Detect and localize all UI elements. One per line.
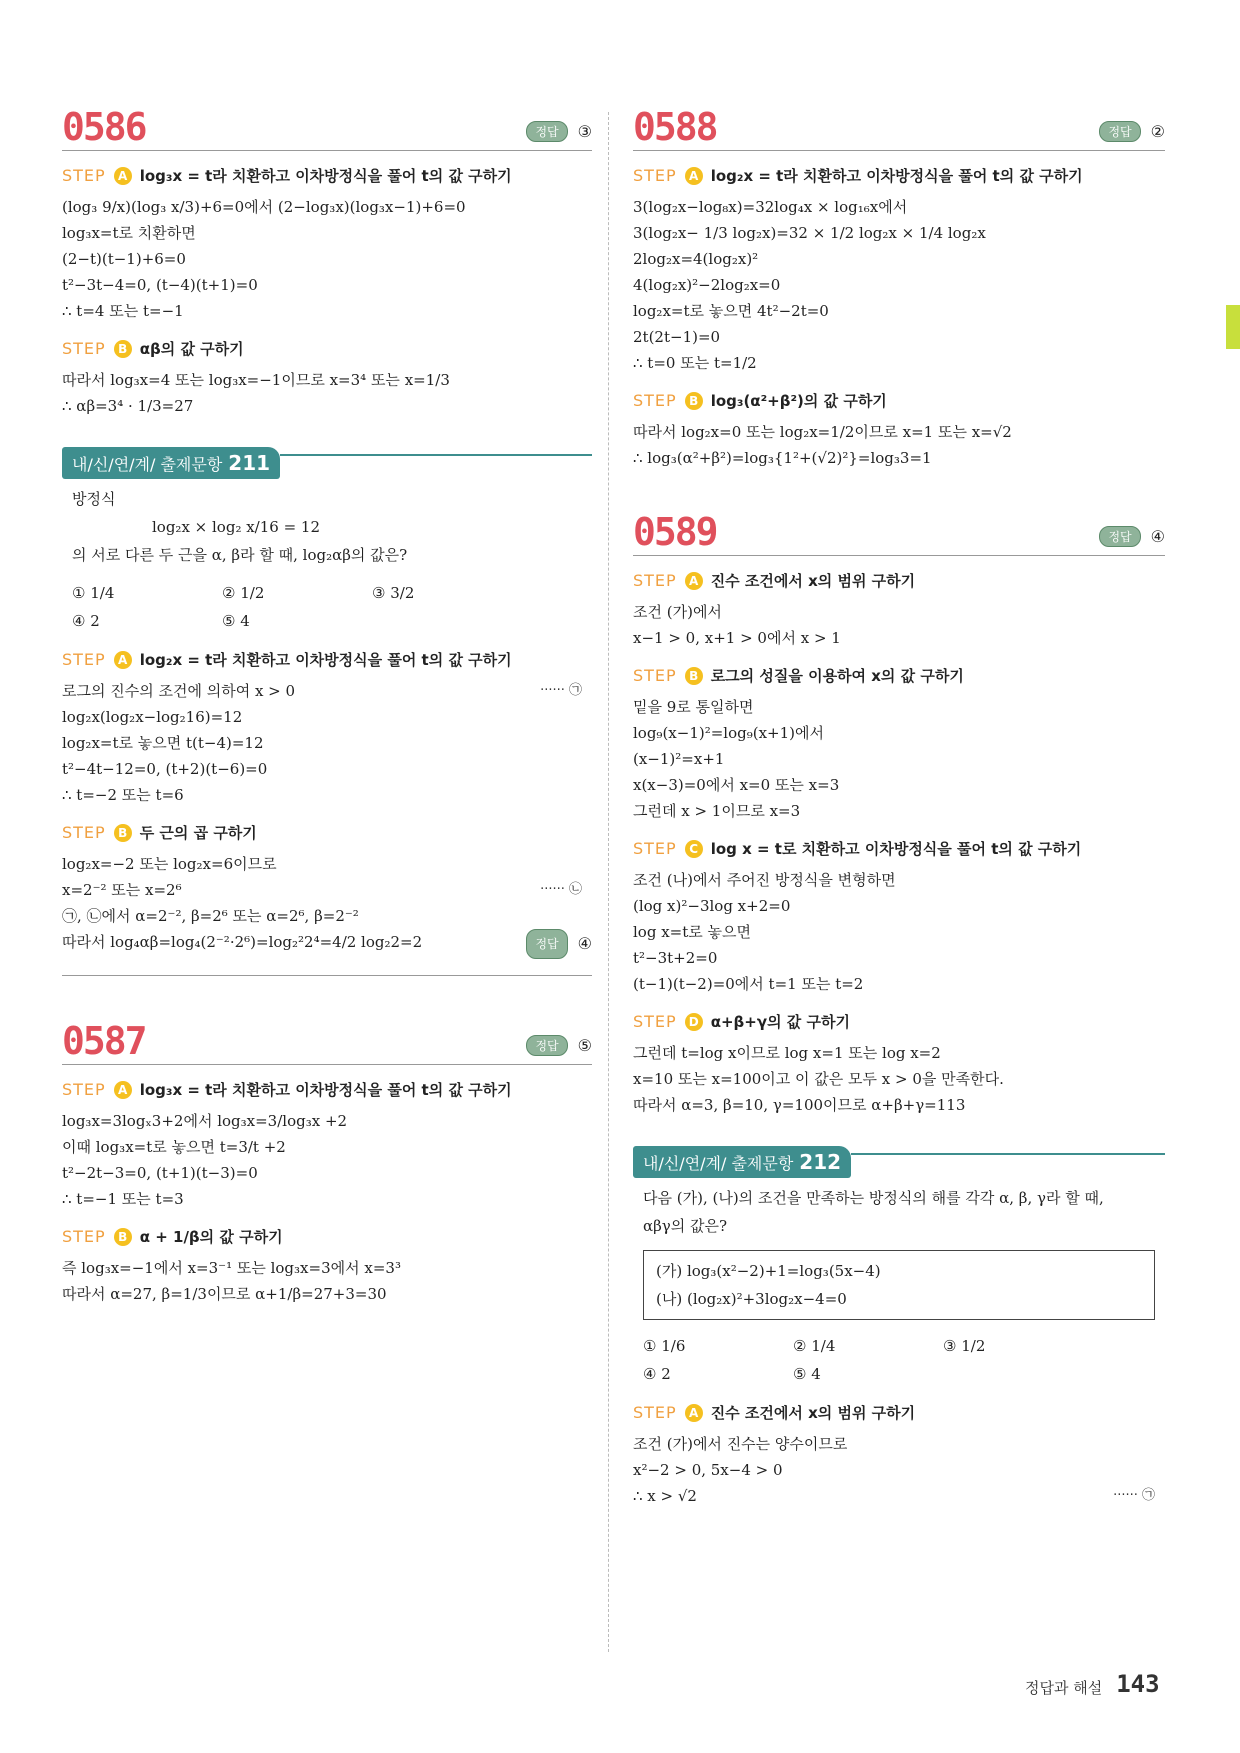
- solution-line: 2log₂x=4(log₂x)²: [633, 250, 759, 268]
- solution-line: 즉 log₃x=−1에서 x=3⁻¹ 또는 log₃x=3에서 x=3³: [62, 1259, 401, 1277]
- condition-box: [643, 1250, 1155, 1320]
- notice-tag: 내/신/연/계/ 출제문항 211: [62, 447, 280, 479]
- answer-pill: 정답: [1099, 121, 1140, 142]
- step-badge-b: B: [685, 392, 703, 410]
- step-title: log₃x = t라 치환하고 이차방정식을 풀어 t의 값 구하기: [139, 1081, 512, 1099]
- solution-line: log₉(x−1)²=log₉(x+1)에서: [633, 724, 824, 742]
- step-title: log₂x = t라 치환하고 이차방정식을 풀어 t의 값 구하기: [710, 167, 1083, 185]
- page-footer: [1025, 1670, 1160, 1698]
- notice-problem-211: [62, 447, 592, 976]
- solution-line: 조건 (가)에서 진수는 양수이므로: [633, 1435, 848, 1453]
- question-text: 다음 (가), (나)의 조건을 만족하는 방정식의 해를 각각 α, β, γ라 할 때,: [643, 1189, 1104, 1207]
- solution-line: x=10 또는 x=100이고 이 값은 모두 x > 0을 만족한다.: [633, 1070, 1004, 1088]
- answer-value: ④: [577, 934, 592, 953]
- step-badge-b: B: [685, 667, 703, 685]
- solution-line: ∴ t=−1 또는 t=3: [62, 1190, 184, 1208]
- question-text: 의 서로 다른 두 근을 α, β라 할 때, log₂αβ의 값은?: [72, 546, 408, 564]
- solution-step: [62, 649, 592, 808]
- solution-line: 따라서 log₂x=0 또는 log₂x=1/2이므로 x=1 또는 x=√2: [633, 423, 1012, 441]
- answer-pill: 정답: [526, 1035, 567, 1056]
- problem-header: [62, 105, 592, 151]
- solution-line: 따라서 log₃x=4 또는 log₃x=−1이므로 x=3⁴ 또는 x=1/3: [62, 371, 450, 389]
- choice: ① 1/4: [72, 584, 115, 602]
- solution-line: (t−1)(t−2)=0에서 t=1 또는 t=2: [633, 975, 864, 993]
- condition: (가) log₃(x²−2)+1=log₃(5x−4): [656, 1262, 881, 1280]
- answer-value: ⑤: [577, 1036, 592, 1055]
- choice: ③ 1/2: [943, 1337, 986, 1355]
- problem-header: [633, 105, 1165, 151]
- answer-value: ②: [1150, 122, 1165, 141]
- solution-line: x(x−3)=0에서 x=0 또는 x=3: [633, 776, 840, 794]
- answer-value: ③: [577, 122, 592, 141]
- solution-line: (log x)²−3log x+2=0: [633, 897, 791, 915]
- solution-line: ∴ t=4 또는 t=−1: [62, 302, 184, 320]
- solution-line: ∴ t=−2 또는 t=6: [62, 786, 184, 804]
- notice-problem-212: [633, 1146, 1165, 1509]
- step-label: STEP: [62, 339, 106, 358]
- step-title: 로그의 성질을 이용하여 x의 값 구하기: [710, 667, 964, 685]
- problem-number: 0588: [633, 105, 717, 149]
- answer-choices: [633, 1326, 1165, 1388]
- solution-line: 따라서 α=27, β=1/3이므로 α+1/β=27+3=30: [62, 1285, 387, 1303]
- step-title: 진수 조건에서 x의 범위 구하기: [710, 572, 916, 590]
- solution-line: t²−4t−12=0, (t+2)(t−6)=0: [62, 760, 268, 778]
- solution-step: [62, 1226, 592, 1307]
- solution-line: log₃x=3logₓ3+2에서 log₃x=3/log₃x +2: [62, 1112, 348, 1130]
- solution-line: log₃x=t로 치환하면: [62, 224, 196, 242]
- solution-line: (log₃ 9/x)(log₃ x/3)+6=0에서 (2−log₃x)(log₃x−1)+6=0: [62, 198, 466, 216]
- problem-header: [633, 510, 1165, 556]
- step-label: STEP: [633, 1012, 677, 1031]
- footer-label: 정답과 해설: [1025, 1679, 1103, 1697]
- step-label: STEP: [62, 1080, 106, 1099]
- solution-line: 로그의 진수의 조건에 의하여 x > 0 ······ ㉠: [62, 678, 592, 704]
- solution-line: log₂x=t로 놓으면 t(t−4)=12: [62, 734, 264, 752]
- step-badge-a: A: [685, 1404, 703, 1422]
- solution-line: 이때 log₃x=t로 놓으면 t=3/t +2: [62, 1138, 286, 1156]
- step-badge-b: B: [114, 824, 132, 842]
- section-rule: [62, 975, 592, 976]
- solution-line: (2−t)(t−1)+6=0: [62, 250, 186, 268]
- answer-pill: 정답: [526, 121, 567, 142]
- solution-line: 따라서 log₄αβ=log₄(2⁻²·2⁶)=log₂²2⁴=4/2 log₂2=2 정답 ④: [62, 929, 592, 963]
- step-title: log x = t로 치환하고 이차방정식을 풀어 t의 값 구하기: [710, 840, 1082, 858]
- solution-line: 그런데 t=log x이므로 log x=1 또는 log x=2: [633, 1044, 941, 1062]
- problem-number: 0589: [633, 510, 717, 554]
- solution-step: [633, 570, 1165, 651]
- step-badge-a: A: [114, 167, 132, 185]
- step-label: STEP: [633, 571, 677, 590]
- solution-step: [633, 665, 1165, 824]
- solution-step: [62, 1079, 592, 1212]
- ref-mark: ······ ㉠: [1113, 1488, 1155, 1503]
- solution-line: t²−3t+2=0: [633, 949, 718, 967]
- solution-step: [633, 838, 1165, 997]
- choice: ⑤ 4: [222, 612, 250, 630]
- answer-indicator: [1099, 526, 1165, 547]
- step-title: α + 1/β의 값 구하기: [139, 1228, 283, 1246]
- answer-indicator: [1099, 121, 1165, 142]
- question-text: αβγ의 값은?: [643, 1217, 728, 1235]
- solution-step: [633, 1402, 1165, 1509]
- answer-indicator: [526, 121, 592, 142]
- left-column: [62, 105, 592, 1313]
- notice-tag: 내/신/연/계/ 출제문항 212: [633, 1146, 851, 1178]
- step-label: STEP: [62, 1227, 106, 1246]
- problem-number: 0586: [62, 105, 146, 149]
- step-title: log₃(α²+β²)의 값 구하기: [710, 392, 887, 410]
- step-badge-a: A: [114, 1081, 132, 1099]
- step-label: STEP: [633, 1403, 677, 1422]
- step-label: STEP: [62, 823, 106, 842]
- solution-line: ∴ log₃(α²+β²)=log₃{1²+(√2)²}=log₃3=1: [633, 449, 932, 467]
- answer-pill: 정답: [1099, 526, 1140, 547]
- solution-line: t²−3t−4=0, (t−4)(t+1)=0: [62, 276, 258, 294]
- solution-line: x²−2 > 0, 5x−4 > 0: [633, 1461, 783, 1479]
- question-equation: log₂x × log₂ x/16 = 12: [152, 518, 321, 536]
- step-label: STEP: [62, 650, 106, 669]
- choice: ① 1/6: [643, 1337, 686, 1355]
- solution-line: log₂x=t로 놓으면 4t²−2t=0: [633, 302, 829, 320]
- step-title: 두 근의 곱 구하기: [139, 824, 257, 842]
- solution-line: ∴ t=0 또는 t=1/2: [633, 354, 757, 372]
- step-label: STEP: [633, 391, 677, 410]
- step-badge-c: C: [685, 840, 703, 858]
- notice-rule: [851, 1153, 1165, 1155]
- step-label: STEP: [62, 166, 106, 185]
- solution-step: [62, 822, 592, 963]
- ref-mark: ······ ㉡: [540, 882, 582, 897]
- solution-step: [633, 1011, 1165, 1118]
- step-badge-b: B: [114, 1228, 132, 1246]
- step-title: αβ의 값 구하기: [139, 340, 244, 358]
- step-badge-a: A: [685, 167, 703, 185]
- solution-line: 조건 (나)에서 주어진 방정식을 변형하면: [633, 871, 896, 889]
- solution-step: [633, 390, 1165, 471]
- page-number: 143: [1116, 1670, 1160, 1698]
- solution-step: [633, 165, 1165, 376]
- answer-choices: [62, 573, 592, 635]
- step-title: log₃x = t라 치환하고 이차방정식을 풀어 t의 값 구하기: [139, 167, 512, 185]
- solution-line: 조건 (가)에서: [633, 603, 722, 621]
- solution-step: [62, 165, 592, 324]
- column-divider: [608, 112, 609, 1652]
- choice: ⑤ 4: [793, 1365, 821, 1383]
- side-tab: [1226, 305, 1240, 349]
- right-column: [633, 105, 1165, 1519]
- solution-line: ∴ x > √2 ······ ㉠: [633, 1483, 1165, 1509]
- step-badge-a: A: [685, 572, 703, 590]
- question-intro: 방정식: [72, 490, 116, 508]
- step-label: STEP: [633, 666, 677, 685]
- solution-line: t²−2t−3=0, (t+1)(t−3)=0: [62, 1164, 258, 1182]
- solution-line: 그런데 x > 1이므로 x=3: [633, 802, 801, 820]
- solution-line: ㉠, ㉡에서 α=2⁻², β=2⁶ 또는 α=2⁶, β=2⁻²: [62, 907, 359, 925]
- ref-mark: ······ ㉠: [540, 683, 582, 698]
- choice: ④ 2: [643, 1365, 671, 1383]
- solution-line: 4(log₂x)²−2log₂x=0: [633, 276, 781, 294]
- solution-line: log₂x=−2 또는 log₂x=6이므로: [62, 855, 277, 873]
- answer-indicator: [526, 1035, 592, 1056]
- solution-line: ∴ αβ=3⁴ · 1/3=27: [62, 397, 194, 415]
- choice: ② 1/2: [222, 584, 265, 602]
- choice: ③ 3/2: [372, 584, 415, 602]
- step-title: α+β+γ의 값 구하기: [710, 1013, 850, 1031]
- step-badge-d: D: [685, 1013, 703, 1031]
- step-title: 진수 조건에서 x의 범위 구하기: [710, 1404, 916, 1422]
- step-badge-b: B: [114, 340, 132, 358]
- solution-line: 밑을 9로 통일하면: [633, 698, 754, 716]
- step-title: log₂x = t라 치환하고 이차방정식을 풀어 t의 값 구하기: [139, 651, 512, 669]
- step-badge-a: A: [114, 651, 132, 669]
- solution-step: [62, 338, 592, 419]
- solution-line: x−1 > 0, x+1 > 0에서 x > 1: [633, 629, 841, 647]
- notice-rule: [280, 454, 592, 456]
- solution-line: x=2⁻² 또는 x=2⁶ ······ ㉡: [62, 877, 592, 903]
- problem-number: 0587: [62, 1019, 146, 1063]
- choice: ② 1/4: [793, 1337, 836, 1355]
- solution-line: (x−1)²=x+1: [633, 750, 725, 768]
- choice: ④ 2: [72, 612, 100, 630]
- solution-line: 따라서 α=3, β=10, γ=100이므로 α+β+γ=113: [633, 1096, 966, 1114]
- solution-line: 2t(2t−1)=0: [633, 328, 721, 346]
- answer-value: ④: [1150, 527, 1165, 546]
- step-label: STEP: [633, 166, 677, 185]
- solution-line: 3(log₂x− 1/3 log₂x)=32 × 1/2 log₂x × 1/4 log₂x: [633, 224, 986, 242]
- problem-header: [62, 1019, 592, 1065]
- answer-pill: 정답: [526, 929, 567, 959]
- solution-line: 3(log₂x−log₈x)=32log₄x × log₁₆x에서: [633, 198, 908, 216]
- solution-line: log x=t로 놓으면: [633, 923, 751, 941]
- solution-line: log₂x(log₂x−log₂16)=12: [62, 708, 243, 726]
- step-label: STEP: [633, 839, 677, 858]
- condition: (나) (log₂x)²+3log₂x−4=0: [656, 1290, 847, 1308]
